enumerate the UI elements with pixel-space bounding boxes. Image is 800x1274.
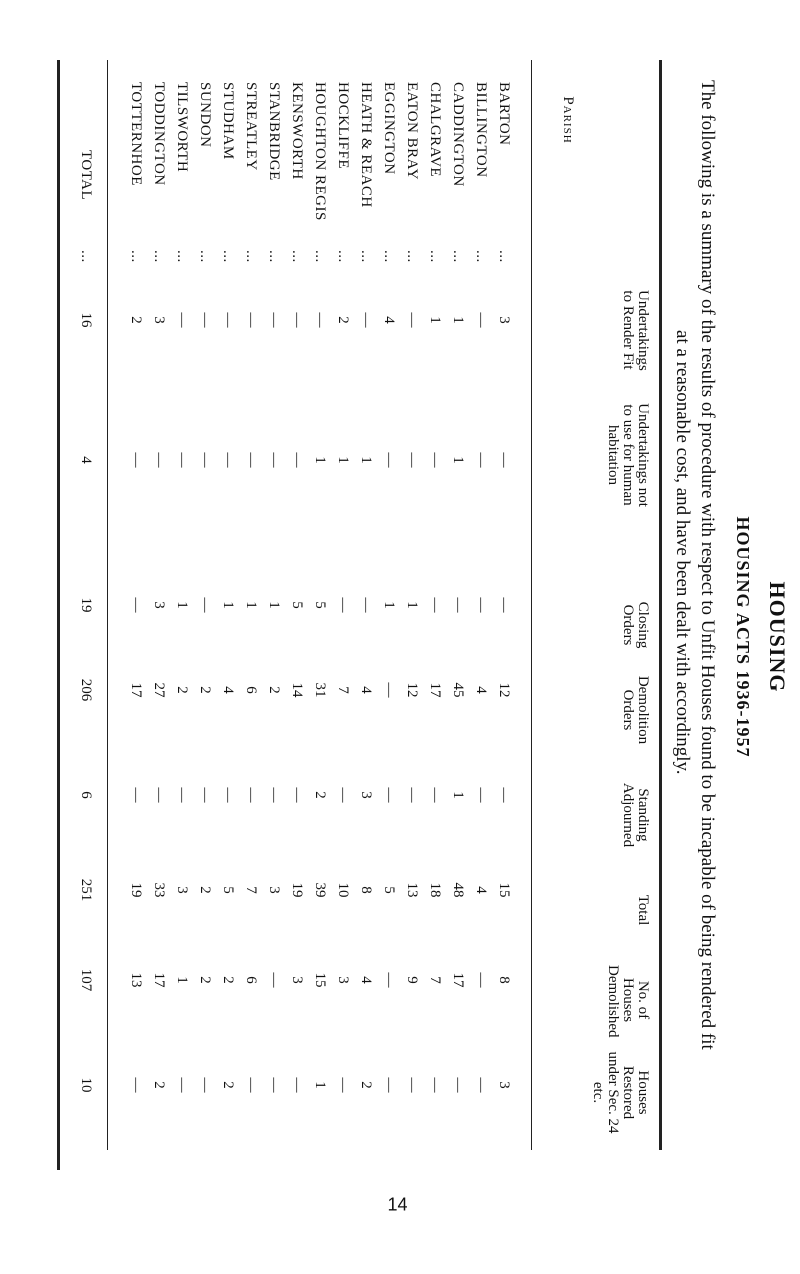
table-cell: — xyxy=(243,452,259,468)
table-cell: 13 xyxy=(404,882,420,898)
table-cell: — xyxy=(197,1077,213,1093)
parish-name: HEATH & REACH xyxy=(358,82,374,208)
table-cell: 6 xyxy=(243,686,259,694)
table-cell: — xyxy=(128,452,144,468)
table-cell: 19 xyxy=(128,882,144,898)
table-cell: 3 xyxy=(496,1081,512,1089)
table-cell: 4 xyxy=(358,686,374,694)
total-rule xyxy=(107,60,108,1150)
header-demolition-orders: Demolition Orders xyxy=(620,675,651,745)
table-cell: 7 xyxy=(427,976,443,984)
table-cell: — xyxy=(197,312,213,328)
table-cell: 17 xyxy=(151,972,167,988)
table-cell: 7 xyxy=(243,886,259,894)
table-cell: 10 xyxy=(335,882,351,898)
table-cell: 39 xyxy=(312,882,328,898)
table-cell: 1 xyxy=(174,976,190,984)
table-cell: — xyxy=(266,787,282,803)
total-cell: 16 xyxy=(78,312,94,328)
parish-name: STREATLEY xyxy=(243,82,259,171)
table-cell: 5 xyxy=(220,886,236,894)
intro-line-2: at a reasonable cost, and have been dealt with accordingly. xyxy=(672,330,693,775)
top-rule xyxy=(659,60,662,1150)
leader-dots: ... xyxy=(473,250,489,263)
table-cell: 1 xyxy=(381,601,397,609)
table-cell: 5 xyxy=(381,886,397,894)
total-cell: 19 xyxy=(78,597,94,613)
page-number: 14 xyxy=(387,1194,408,1215)
table-cell: — xyxy=(404,787,420,803)
table-cell: 1 xyxy=(450,791,466,799)
total-label: TOTAL xyxy=(78,150,94,201)
bottom-rule xyxy=(57,60,60,1170)
table-cell: — xyxy=(266,312,282,328)
table-cell: — xyxy=(427,1077,443,1093)
table-cell: 3 xyxy=(335,976,351,984)
table-cell: 1 xyxy=(312,1081,328,1089)
parish-name: HOUGHTON REGIS xyxy=(312,82,328,221)
table-cell: 4 xyxy=(473,686,489,694)
table-cell: 2 xyxy=(358,1081,374,1089)
leader-dots: ... xyxy=(151,250,167,263)
table-cell: — xyxy=(427,452,443,468)
table-cell: — xyxy=(174,1077,190,1093)
table-cell: 2 xyxy=(197,976,213,984)
table-cell: — xyxy=(358,312,374,328)
table-cell: 1 xyxy=(243,601,259,609)
table-cell: 15 xyxy=(496,882,512,898)
table-cell: — xyxy=(243,787,259,803)
table-cell: — xyxy=(289,312,305,328)
table-cell: — xyxy=(427,597,443,613)
leader-dots: ... xyxy=(243,250,259,263)
leader-dots: ... xyxy=(78,250,94,263)
table-cell: — xyxy=(266,1077,282,1093)
total-cell: 206 xyxy=(78,678,94,702)
table-cell: — xyxy=(335,1077,351,1093)
table-cell: — xyxy=(289,452,305,468)
table-cell: — xyxy=(473,312,489,328)
table-cell: 1 xyxy=(450,316,466,324)
table-cell: 2 xyxy=(151,1081,167,1089)
leader-dots: ... xyxy=(427,250,443,263)
table-cell: — xyxy=(266,452,282,468)
table-cell: 3 xyxy=(289,976,305,984)
table-cell: — xyxy=(381,972,397,988)
table-cell: 1 xyxy=(404,601,420,609)
table-cell: — xyxy=(496,787,512,803)
table-cell: — xyxy=(496,452,512,468)
table-cell: 4 xyxy=(473,886,489,894)
table-cell: 33 xyxy=(151,882,167,898)
table-cell: — xyxy=(473,452,489,468)
table-cell: — xyxy=(151,452,167,468)
table-cell: — xyxy=(289,787,305,803)
table-cell: 3 xyxy=(151,316,167,324)
parish-name: EGGINGTON xyxy=(381,82,397,175)
leader-dots: ... xyxy=(128,250,144,263)
table-cell: 2 xyxy=(266,686,282,694)
table-cell: 8 xyxy=(358,886,374,894)
table-cell: 45 xyxy=(450,682,466,698)
table-cell: — xyxy=(243,312,259,328)
parish-name: STUDHAM xyxy=(220,82,236,160)
table-cell: 2 xyxy=(197,886,213,894)
parish-name: EATON BRAY xyxy=(404,82,420,180)
table-cell: — xyxy=(427,787,443,803)
table-cell: 1 xyxy=(174,601,190,609)
leader-dots: ... xyxy=(496,250,512,263)
leader-dots: ... xyxy=(312,250,328,263)
table-cell: 5 xyxy=(289,601,305,609)
table-cell: — xyxy=(450,1077,466,1093)
table-cell: — xyxy=(128,787,144,803)
parish-name: HOCKLIFFE xyxy=(335,82,351,170)
table-cell: — xyxy=(174,452,190,468)
leader-dots: ... xyxy=(450,250,466,263)
table-cell: 15 xyxy=(312,972,328,988)
parish-name: BARTON xyxy=(496,82,512,146)
table-cell: 18 xyxy=(427,882,443,898)
total-cell: 107 xyxy=(78,968,94,992)
table-cell: — xyxy=(450,597,466,613)
table-cell: 1 xyxy=(335,456,351,464)
header-undertakings-not-use: Undertakings not to use for human habitation xyxy=(605,403,651,507)
table-cell: — xyxy=(243,1077,259,1093)
parish-name: SUNDON xyxy=(197,82,213,148)
table-cell: — xyxy=(473,972,489,988)
table-cell: — xyxy=(473,1077,489,1093)
leader-dots: ... xyxy=(358,250,374,263)
table-cell: 48 xyxy=(450,882,466,898)
table-cell: — xyxy=(312,312,328,328)
parish-name: TODDINGTON xyxy=(151,82,167,186)
leader-dots: ... xyxy=(404,250,420,263)
table-cell: 19 xyxy=(289,882,305,898)
parish-name: CADDINGTON xyxy=(450,82,466,187)
header-closing-orders: Closing Orders xyxy=(620,601,651,649)
table-cell: 2 xyxy=(128,316,144,324)
table-cell: 1 xyxy=(358,456,374,464)
header-rule xyxy=(531,60,532,1150)
table-cell: 3 xyxy=(151,601,167,609)
leader-dots: ... xyxy=(197,250,213,263)
header-standing-adjourned: Standing Adjourned xyxy=(620,782,651,848)
table-cell: 31 xyxy=(312,682,328,698)
total-cell: 4 xyxy=(78,456,94,464)
leader-dots: ... xyxy=(381,250,397,263)
table-cell: 3 xyxy=(496,316,512,324)
table-cell: 17 xyxy=(128,682,144,698)
table-cell: 7 xyxy=(335,686,351,694)
header-houses-restored: Houses Restored under Sec. 24 etc. xyxy=(590,1051,651,1134)
parish-name: CHALGRAVE xyxy=(427,82,443,178)
table-cell: — xyxy=(289,1077,305,1093)
table-cell: 2 xyxy=(174,686,190,694)
table-cell: 2 xyxy=(220,976,236,984)
table-cell: — xyxy=(220,452,236,468)
parish-name: TOTTERNHOE xyxy=(128,82,144,186)
parish-name: KENSWORTH xyxy=(289,82,305,180)
table-cell: 2 xyxy=(197,686,213,694)
table-cell: 1 xyxy=(312,456,328,464)
table-cell: 2 xyxy=(220,1081,236,1089)
total-cell: 10 xyxy=(78,1077,94,1093)
parish-name: STANBRIDGE xyxy=(266,82,282,181)
page-title: HOUSING xyxy=(765,581,790,693)
table-cell: — xyxy=(381,452,397,468)
table-cell: 1 xyxy=(266,601,282,609)
table-cell: — xyxy=(220,312,236,328)
parish-name: BILLINGTON xyxy=(473,82,489,178)
table-cell: 3 xyxy=(358,791,374,799)
header-total: Total xyxy=(635,894,651,926)
table-cell: 12 xyxy=(404,682,420,698)
table-cell: — xyxy=(404,312,420,328)
table-cell: — xyxy=(197,787,213,803)
table-cell: 1 xyxy=(450,456,466,464)
table-cell: — xyxy=(404,1077,420,1093)
table-cell: 13 xyxy=(128,972,144,988)
table-cell: 6 xyxy=(243,976,259,984)
header-parish: Parish xyxy=(560,96,576,144)
table-cell: 27 xyxy=(151,682,167,698)
total-cell: 6 xyxy=(78,791,94,799)
table-cell: — xyxy=(174,787,190,803)
table-cell: — xyxy=(197,452,213,468)
table-cell: — xyxy=(128,1077,144,1093)
page-subtitle: HOUSING ACTS 1936-1957 xyxy=(733,516,753,758)
table-cell: — xyxy=(335,597,351,613)
table-cell: — xyxy=(197,597,213,613)
table-cell: 2 xyxy=(335,316,351,324)
table-cell: — xyxy=(266,972,282,988)
table-cell: — xyxy=(358,597,374,613)
intro-line-1: The following is a summary of the results of procedure with respect to Unfit Houses found to be incapable of being rendered fit xyxy=(697,80,718,1050)
table-cell: 3 xyxy=(266,886,282,894)
table-cell: — xyxy=(381,682,397,698)
table-cell: 4 xyxy=(381,316,397,324)
table-cell: 1 xyxy=(427,316,443,324)
table-cell: — xyxy=(496,597,512,613)
leader-dots: ... xyxy=(266,250,282,263)
table-cell: — xyxy=(128,597,144,613)
table-cell: — xyxy=(473,787,489,803)
table-cell: — xyxy=(174,312,190,328)
table-cell: 17 xyxy=(427,682,443,698)
table-cell: — xyxy=(220,787,236,803)
table-cell: — xyxy=(404,452,420,468)
table-cell: 2 xyxy=(312,791,328,799)
table-cell: — xyxy=(381,787,397,803)
table-cell: — xyxy=(381,1077,397,1093)
total-cell: 251 xyxy=(78,878,94,902)
table-cell: 4 xyxy=(220,686,236,694)
leader-dots: ... xyxy=(220,250,236,263)
table-cell: — xyxy=(151,787,167,803)
table-cell: — xyxy=(335,787,351,803)
table-cell: 14 xyxy=(289,682,305,698)
table-cell: 8 xyxy=(496,976,512,984)
leader-dots: ... xyxy=(335,250,351,263)
table-cell: 1 xyxy=(220,601,236,609)
table-cell: 9 xyxy=(404,976,420,984)
header-undertakings-render-fit: Undertakings to Render Fit xyxy=(620,290,651,371)
leader-dots: ... xyxy=(174,250,190,263)
table-cell: — xyxy=(473,597,489,613)
table-cell: 4 xyxy=(358,976,374,984)
table-cell: 12 xyxy=(496,682,512,698)
table-cell: 5 xyxy=(312,601,328,609)
table-cell: 3 xyxy=(174,886,190,894)
header-houses-demolished: No. of Houses Demolished xyxy=(605,965,651,1038)
table-cell: 17 xyxy=(450,972,466,988)
parish-name: TILSWORTH xyxy=(174,82,190,173)
leader-dots: ... xyxy=(289,250,305,263)
